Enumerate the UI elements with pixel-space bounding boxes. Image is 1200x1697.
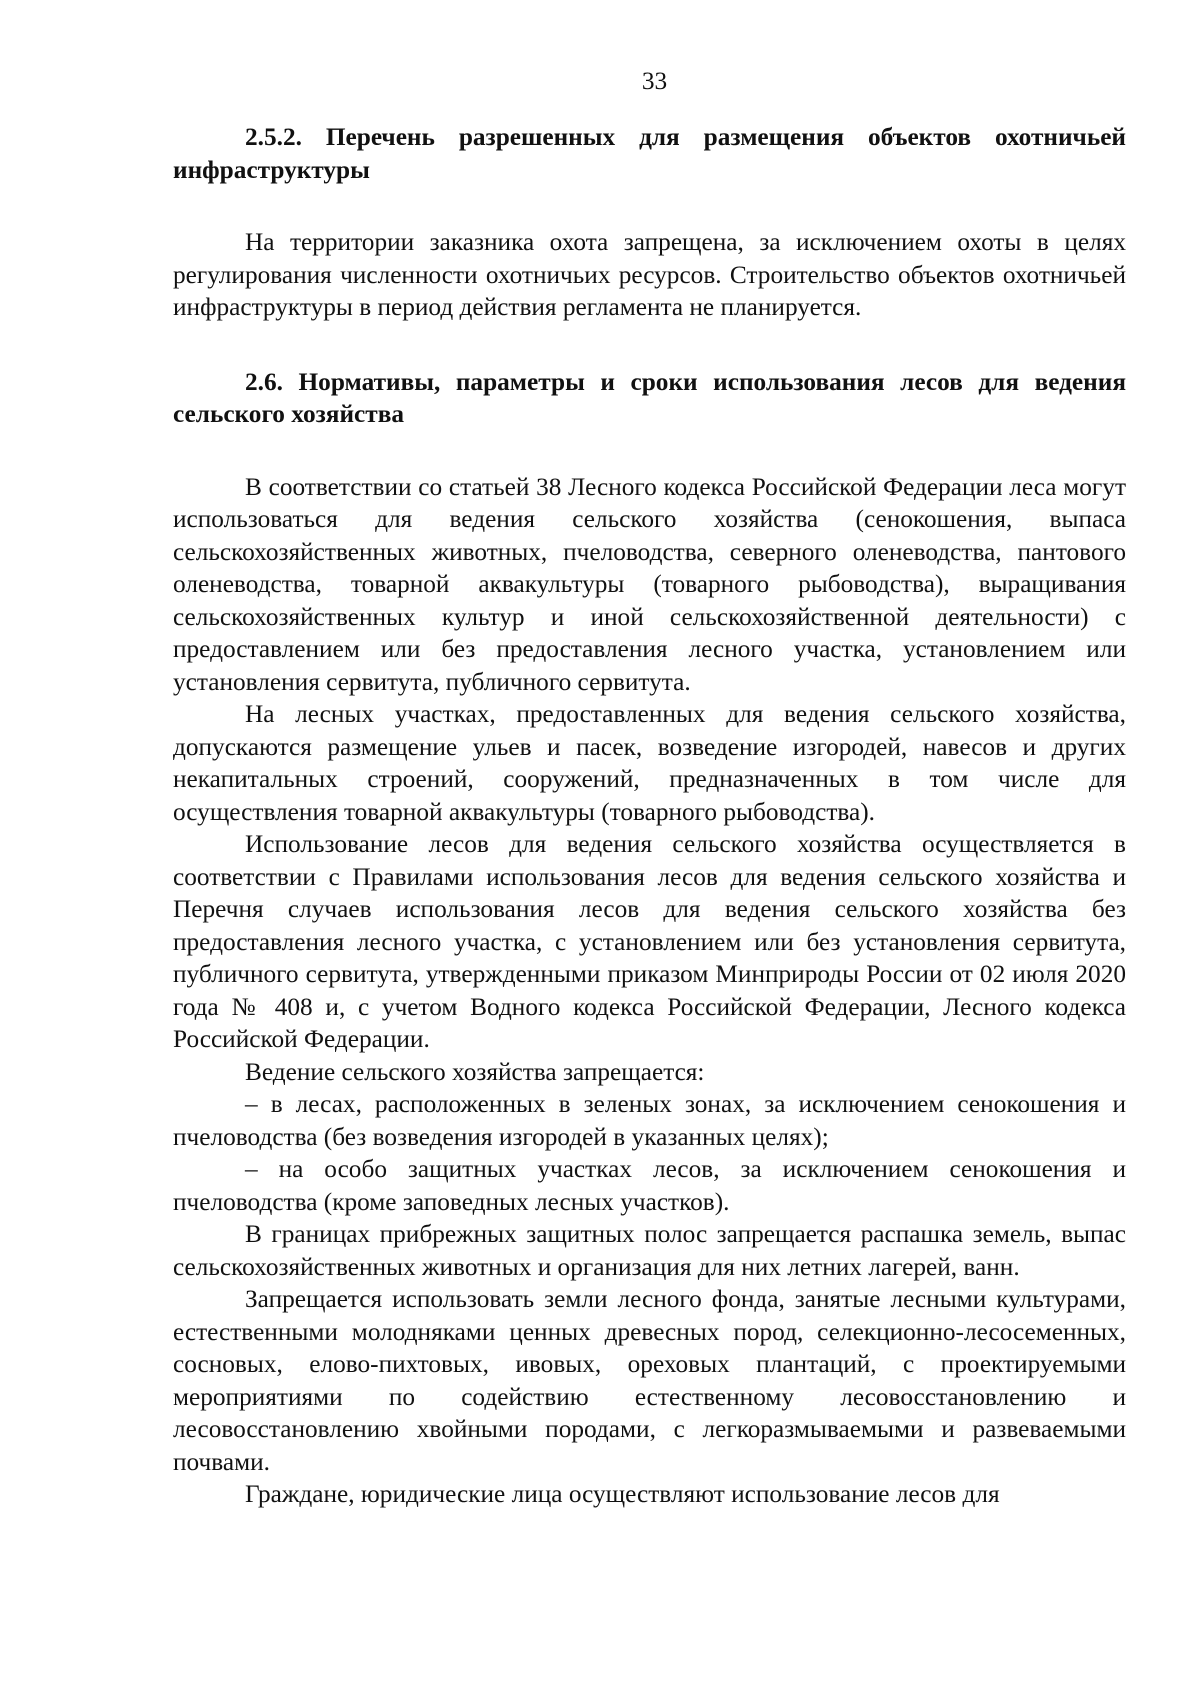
page-number: 33	[641, 67, 668, 95]
section-heading-2-6: 2.6. Нормативы, параметры и сроки использования лесов для ведения сельского хозяйства	[173, 367, 1126, 428]
document-page	[173, 66, 1126, 1511]
section-heading-2-5-2: 2.5.2. Перечень разрешенных для размещения объектов охотничьей инфраструктуры	[173, 123, 1126, 184]
paragraph: В соответствии со статьей 38 Лесного кодекса Российской Федерации леса могут использоваться для ведения сельского хозяйства (сенокошения, выпаса сельскохозяйственных животных, пчеловодства, северного оленеводства, пантового оленеводства, товарной аквакультуры (товарного рыбоводства), выращивания сельскохозяйственных культур и иной сельскохозяйственной деятельности) с предоставлением или без предоставления лесного участка, установлением или установления сервитута, публичного сервитута.	[173, 472, 1126, 696]
paragraph: Использование лесов для ведения сельского хозяйства осуществляется в соответствии с Правилами использования лесов для ведения сельского хозяйства и Перечня случаев использования лесов для ведения сельского хозяйства без предоставления лесного участка, с установлением или без установления сервитута, публичного сервитута, утвержденными приказом Минприроды России от 02 июля 2020 года № 408 и, с учетом Водного кодекса Российской Федерации, Лесного кодекса Российской Федерации.	[173, 830, 1126, 1053]
paragraph: В границах прибрежных защитных полос запрещается распашка земель, выпас сельскохозяйственных животных и организация для них летних лагерей, ванн.	[173, 1220, 1126, 1281]
paragraph: Ведение сельского хозяйства запрещается:	[245, 1057, 705, 1086]
list-item: – на особо защитных участках лесов, за исключением сенокошения и пчеловодства (кроме заповедных лесных участков).	[173, 1155, 1126, 1216]
paragraph: На территории заказника охота запрещена, за исключением охоты в целях регулирования численности охотничьих ресурсов. Строительство объектов охотничьей инфраструктуры в период действия регламента не планируется.	[173, 228, 1126, 321]
paragraph: На лесных участках, предоставленных для ведения сельского хозяйства, допускаются размещение ульев и пасек, возведение изгородей, навесов и других некапитальных строений, сооружений, предназначенных в том числе для осуществления товарной аквакультуры (товарного рыбоводства).	[173, 700, 1126, 826]
list-item: – в лесах, расположенных в зеленых зонах, за исключением сенокошения и пчеловодства (без возведения изгородей в указанных целях);	[173, 1090, 1126, 1151]
paragraph: Граждане, юридические лица осуществляют использование лесов для	[245, 1480, 1000, 1508]
paragraph: Запрещается использовать земли лесного фонда, занятые лесными культурами, естественными молодняками ценных древесных пород, селекционно-лесосеменных, сосновых, елово-пихтовых, ивовых, ореховых плантаций, с проектируемыми мероприятиями по содействию естественному лесовосстановлению и лесовосстановлению хвойными породами, с легкоразмываемыми и развеваемыми почвами.	[173, 1285, 1126, 1476]
